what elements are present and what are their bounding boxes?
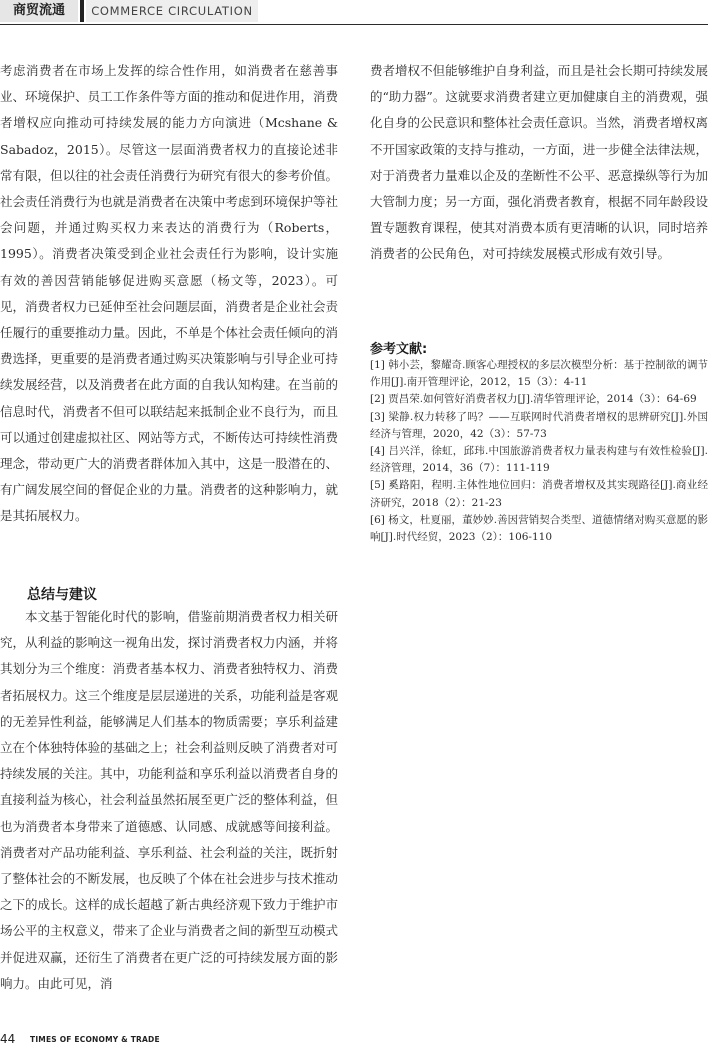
reference-item: [1] 韩小芸，黎耀奇.顾客心理授权的多层次模型分析：基于控制欲的调节作用[J].南开管理评论，2012，15（3）：4-11 <box>370 359 708 389</box>
journal-name: TIMES OF ECONOMY & TRADE <box>30 1035 160 1044</box>
header-divider-bar <box>80 0 84 22</box>
references-heading: 参考文献: <box>370 342 428 357</box>
page-header <box>0 0 708 24</box>
section-label-en: COMMERCE CIRCULATION <box>86 0 258 22</box>
reference-item: [4] 吕兴洋，徐虹，邱玮.中国旅游消费者权力量表构建与有效性检验[J].经济管理，2014，36（7）：111-119 <box>370 445 708 475</box>
body-paragraph: 考虑消费者在市场上发挥的综合性作用，如消费者在慈善事业、环境保护、员工工作条件等方面的推动和促进作用，消费者增权应向推动可持续发展的能力方向演进（Mcshane & Sabadoz，2015）。尽管这一层面消费者权力的直接论述非常有限，但以往的社会责任消费行为研究有很大的参考价值。社会责任消费行为也就是消费者在决策中考虑到环境保护等社会问题，并通过购买权力来表达的消费行为（Roberts，1995）。消费者决策受到企业社会责任行为影响，设计实施有效的善因营销能够促进购买意愿（杨文等，2023）。可见，消费者权力已延伸至社会问题层面，消费者是企业社会责任履行的重要推动力量。因此，不单是个体社会责任倾向的消费选择，更重要的是消费者通过购买决策影响与引导企业可持续发展经营，以及消费者在此方面的自我认知构建。在当前的信息时代，消费者不但可以联结起来抵制企业不良行为，而且可以通过创建虚拟社区、网站等方式，不断传达可持续性消费理念，带动更广大的消费者群体加入其中，这是一股潜在的、有广阔发展空间的督促企业的力量。消费者的这种影响力，就是其拓展权力。 <box>0 63 338 524</box>
section-heading: 总结与建议 <box>27 587 97 603</box>
reference-item: [6] 杨文，杜夏丽，董妙妙.善因营销契合类型、道德情绪对购买意愿的影响[J].时代经贸，2023（2）：106-110 <box>370 513 708 544</box>
reference-item: [5] 奚路阳，程明.主体性地位回归：消费者增权及其实现路径[J].商业经济研究，2018（2）：21-23 <box>370 479 708 509</box>
section-label-cn: 商贸流通 <box>0 0 78 22</box>
header-rule <box>0 24 708 25</box>
page-footer <box>0 1032 708 1048</box>
body-paragraph: 本文基于智能化时代的影响，借鉴前期消费者权力相关研究，从利益的影响这一视角出发，探讨消费者权力内涵，并将其划分为三个维度：消费者基本权力、消费者独特权力、消费者拓展权力。这三个维度是层层递进的关系，功能利益是客观的无差异性利益，能够满足人们基本的物质需要；享乐利益建立在个体独特体验的基础之上；社会利益则反映了消费者对可持续发展的关注。其中，功能利益和享乐利益以消费者自身的直接利益为核心，社会利益虽然拓展至更广泛的整体利益，但也为消费者本身带来了道德感、认同感、成就感等间接利益。消费者对产品功能利益、享乐利益、社会利益的关注，既折射了整体社会的不断发展，也反映了个体在社会进步与技术推动之下的成长。这样的成长超越了新古典经济观下致力于维护市场公平的主权意义，带来了企业与消费者之间的新型互动模式并促进双赢，还衍生了消费者在更广泛的可持续发展方面的影响力。由此可见，消 <box>0 609 338 991</box>
reference-item: [2] 贾昌荣.如何管好消费者权力[J].清华管理评论，2014（3）：64-69 <box>370 393 697 406</box>
body-paragraph: 费者增权不但能够维护自身利益，而且是社会长期可持续发展的“助力器”。这就要求消费者建立更加健康自主的消费观，强化自身的公民意识和整体社会责任意识。当然，消费者增权离不开国家政策的支持与推动，一方面，进一步健全法律法规，对于消费者力量难以企及的垄断性不公平、恶意操纵等行为加大管制力度；另一方面，强化消费者教育，根据不同年龄段设置专题教育课程，使其对消费本质有更清晰的认识，同时培养消费者的公民角色，对可持续发展模式形成有效引导。 <box>370 63 708 262</box>
left-column-lower <box>0 604 338 997</box>
left-column <box>0 58 338 530</box>
page-number: 44 <box>0 1032 16 1046</box>
references-list <box>370 357 708 546</box>
reference-item: [3] 梁静.权力转移了吗？——互联网时代消费者增权的思辨研究[J].外国经济与管理，2020，42（3）：57-73 <box>370 410 708 440</box>
right-column <box>370 58 708 268</box>
